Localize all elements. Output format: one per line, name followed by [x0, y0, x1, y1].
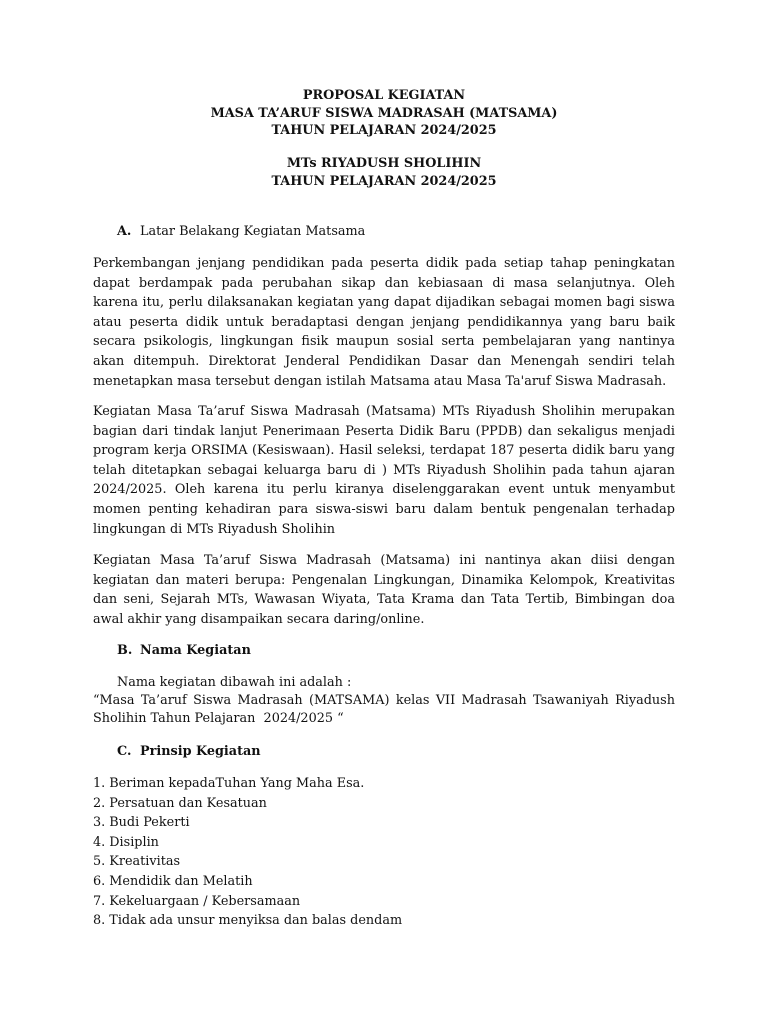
paragraph-line: program kerja ORSIMA (Kesiswaan). Hasil seleksi, terdapat 187 peserta didik baru yang	[93, 443, 675, 459]
paragraph-line: akan ditempuh. Direktorat Jenderal Pendidikan Dasar dan Menengah sendiri telah	[93, 353, 675, 369]
school-year: TAHUN PELAJARAN 2024/2025	[271, 173, 497, 189]
principle-item: 4. Disiplin	[93, 834, 159, 850]
principle-item: 5. Kreativitas	[93, 854, 181, 870]
document-title	[93, 87, 675, 140]
paragraph-line: awal akhir yang disampaikan secara daring/online.	[93, 611, 425, 627]
paragraph-line: dan seni, Sejarah MTs, Wawasan Wiyata, Tata Krama dan Tata Tertib, Bimbingan doa	[93, 592, 675, 608]
document-title-line: PROPOSAL KEGIATAN	[302, 88, 466, 103]
section-a-heading	[117, 222, 365, 242]
paragraph-line: 2024/2025. Oleh karena itu perlu kiranya diselenggarakan event untuk menyambut	[93, 482, 675, 498]
principle-list	[93, 774, 675, 931]
paragraph	[93, 402, 675, 539]
principle-item: 7. Kekeluargaan / Kebersamaan	[93, 893, 301, 909]
section-b-heading	[117, 641, 251, 661]
paragraph-line: momen penting kehadiran para siswa-siswi baru dalam bentuk pengenalan terhadap	[93, 501, 675, 517]
paragraph-line: atau peserta didik untuk beradaptasi dengan jenjang pendidikannya yang baru baik	[93, 314, 675, 330]
paragraph-line: Perkembangan jenjang pendidikan pada peserta didik pada setiap tahap peningkatan	[93, 256, 675, 271]
principle-item: 1. Beriman kepadaTuhan Yang Maha Esa.	[93, 776, 365, 791]
principle-item: 6. Mendidik dan Melatih	[93, 873, 253, 889]
section-c-heading	[117, 742, 261, 762]
activity-intro: Nama kegiatan dibawah ini adalah :	[117, 675, 352, 690]
principle-item: 2. Persatuan dan Kesatuan	[93, 795, 267, 811]
section-letter: B.	[117, 643, 133, 658]
school-name: MTs RIYADUSH SHOLIHIN	[286, 156, 482, 171]
paragraph-line: secara psikologis, lingkungan fisik maupun sosial serta pembelajaran yang nantinya	[93, 334, 675, 350]
school-title	[93, 155, 675, 190]
paragraph-line: Kegiatan Masa Ta’aruf Siswa Madrasah (Matsama) ini nantinya akan diisi dengan	[93, 553, 675, 568]
document-title-line: MASA TA’ARUF SISWA MADRASAH (MATSAMA)	[210, 105, 558, 121]
activity-name	[93, 692, 675, 728]
activity-name-line: Sholihin Tahun Pelajaran 2024/2025 “	[93, 711, 344, 726]
paragraph-line: menetapkan masa tersebut dengan istilah Matsama atau Masa Ta'aruf Siswa Madrasah.	[93, 373, 667, 389]
section-title: Prinsip Kegiatan	[140, 744, 261, 759]
activity-name-line: “Masa Ta’aruf Siswa Madrasah (MATSAMA) kelas VII Madrasah Tsawaniyah Riyadush	[93, 693, 675, 708]
document-title-line: TAHUN PELAJARAN 2024/2025	[271, 123, 497, 139]
paragraph-line: dapat berdampak pada perubahan sikap dan kebiasaan di masa selanjutnya. Oleh	[93, 275, 675, 291]
section-title: Nama Kegiatan	[140, 643, 251, 658]
section-letter: A.	[117, 224, 132, 239]
principle-item: 3. Budi Pekerti	[93, 815, 190, 831]
paragraph-line: karena itu, perlu dilaksanakan kegiatan yang dapat dijadikan sebagai momen bagi siswa	[93, 295, 675, 311]
paragraph	[93, 254, 675, 391]
paragraph	[93, 551, 675, 629]
paragraph-line: lingkungan di MTs Riyadush Sholihin	[93, 521, 336, 537]
paragraph-line: bagian dari tindak lanjut Penerimaan Peserta Didik Baru (PPDB) dan sekaligus menjadi	[93, 423, 675, 439]
section-letter: C.	[117, 744, 132, 759]
paragraph-line: kegiatan dan materi berupa: Pengenalan Lingkungan, Dinamika Kelompok, Kreativitas	[93, 572, 675, 588]
principle-item: 8. Tidak ada unsur menyiksa dan balas dendam	[93, 913, 403, 929]
paragraph-line: Kegiatan Masa Ta’aruf Siswa Madrasah (Matsama) MTs Riyadush Sholihin merupakan	[93, 404, 675, 419]
paragraph-line: telah ditetapkan sebagai keluarga baru di ) MTs Riyadush Sholihin pada tahun ajaran	[93, 462, 675, 478]
section-title: Latar Belakang Kegiatan Matsama	[140, 224, 366, 239]
